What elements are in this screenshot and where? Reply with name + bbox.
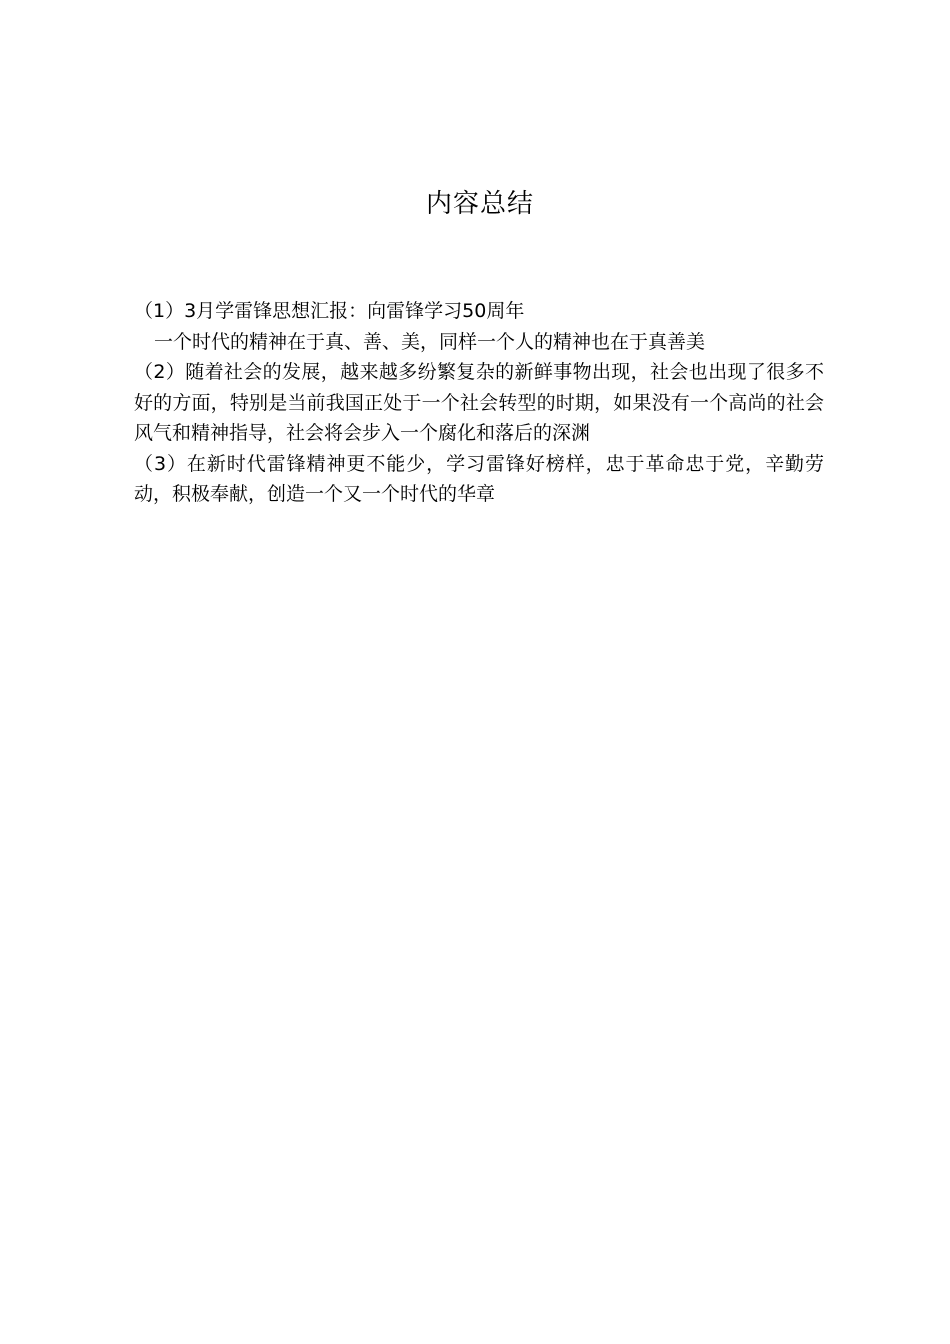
page-title: 内容总结 xyxy=(425,189,534,219)
summary-body xyxy=(134,296,824,510)
summary-subline: 一个时代的精神在于真、善、美，同样一个人的精神也在于真善美 xyxy=(154,330,706,353)
summary-item-2: （2）随着社会的发展，越来越多纷繁复杂的新鲜事物出现，社会也出现了很多不好的方面，特别是当前我国正处于一个社会转型的时期，如果没有一个高尚的社会风气和精神指导，社会将会步入一个腐化和落后的深渊 xyxy=(134,361,824,444)
summary-item-3: （3）在新时代雷锋精神更不能少，学习雷锋好榜样，忠于革命忠于党，辛勤劳动，积极奉献，创造一个又一个时代的华章 xyxy=(134,452,824,505)
summary-item-1: （1）3月学雷锋思想汇报：向雷锋学习50周年 xyxy=(134,300,525,322)
